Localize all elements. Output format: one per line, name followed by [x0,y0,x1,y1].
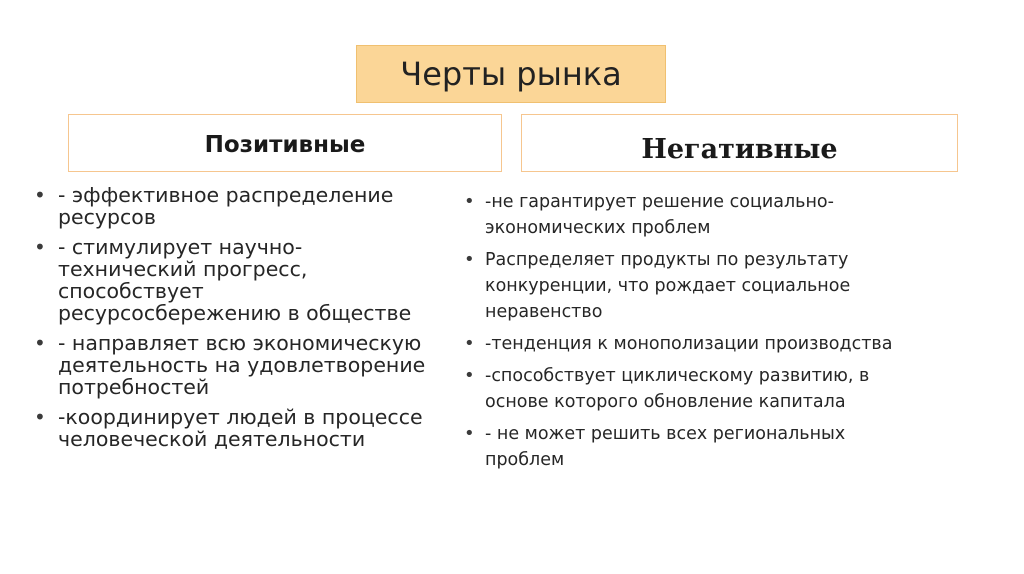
list-item [34,332,464,398]
list-item [464,189,984,241]
positive-list [34,184,464,458]
list-item [464,247,984,325]
negative-item-text: -не гарантирует решение социально- экономических проблем [485,192,834,238]
positive-heading: Позитивные [204,132,366,158]
negative-heading: Негативные [641,133,838,165]
list-item [464,363,984,415]
negative-item-text: - не может решить всех региональных проблем [485,424,846,470]
negative-heading-box [521,114,958,172]
slide-title: Черты рынка [400,55,622,93]
negative-list [464,189,984,479]
title-box [356,45,666,103]
list-item [34,236,464,324]
negative-item-text: -способствует циклическому развитию, в основе которого обновление капитала [485,366,870,412]
positive-item-text: - направляет всю экономическую деятельность на удовлетворение потребностей [58,331,426,399]
positive-item-text: -координирует людей в процессе человеческой деятельности [58,405,423,451]
positive-item-text: - эффективное распределение ресурсов [58,183,394,229]
list-item [34,406,464,450]
negative-item-text: Распределяет продукты по результату конкуренции, что рождает социальное неравенство [485,250,851,322]
positive-item-text: - стимулирует научно- технический прогресс, способствует ресурсосбережению в обществе [58,235,412,325]
list-item [34,184,464,228]
list-item [464,421,984,473]
list-item [464,331,984,357]
positive-heading-box [68,114,502,172]
negative-item-text: -тенденция к монополизации производства [485,334,893,354]
